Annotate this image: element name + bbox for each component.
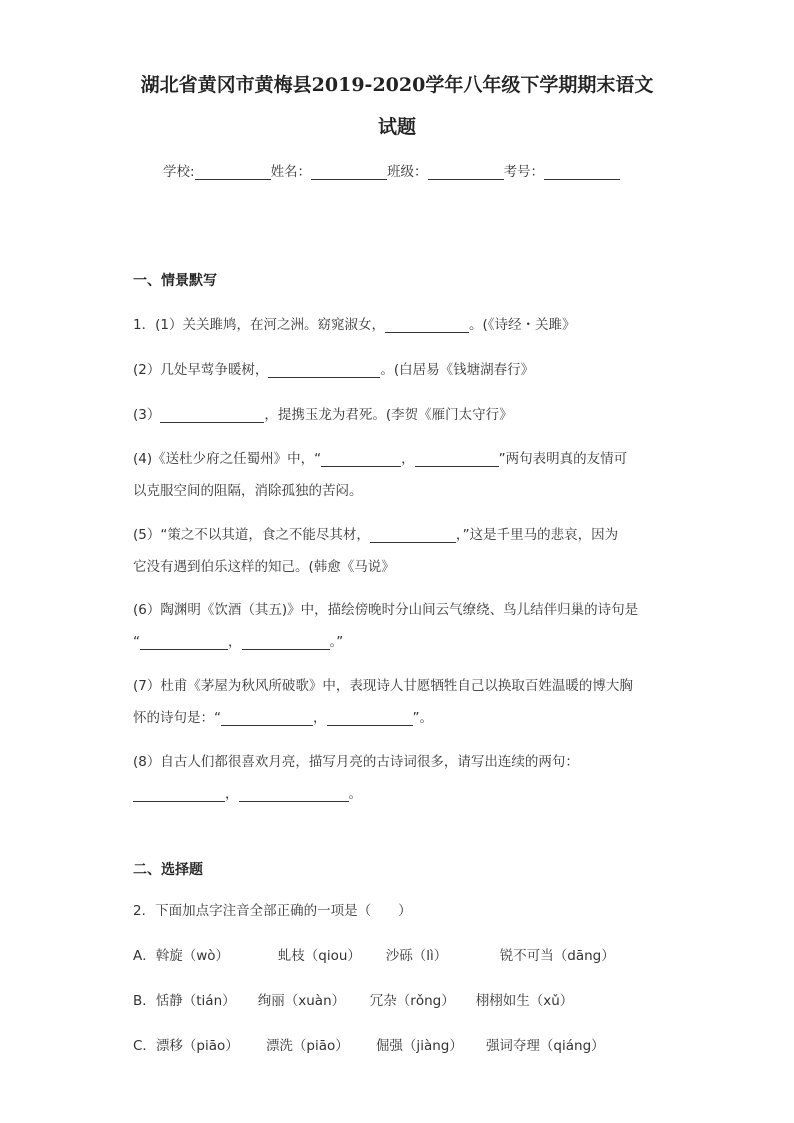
- option-c-item: 倔强（jiàng）: [375, 1038, 463, 1054]
- option-b[interactable]: [133, 989, 573, 1009]
- q8-line2: [133, 782, 362, 802]
- q1-line: [133, 313, 575, 333]
- exam-no-label: 考号：: [503, 164, 545, 180]
- name-blank[interactable]: [311, 165, 387, 180]
- q1-blank[interactable]: [385, 318, 469, 333]
- q8-mid: ，: [225, 786, 239, 802]
- class-label: 班级：: [387, 164, 428, 180]
- section1-heading: 一、情景默写: [133, 273, 217, 289]
- q6-blank-1[interactable]: [140, 635, 228, 650]
- q3-line: [133, 403, 513, 423]
- q7-line1: (7）杜甫《茅屋为秋风所破歌》中，表现诗人甘愿牺牲自己以换取百姓温暖的博大胸: [133, 678, 633, 694]
- q1-suffix: 。(《诗经・关雎》: [468, 317, 576, 333]
- q7-line2: [133, 706, 433, 726]
- school-label: 学校:: [163, 164, 195, 180]
- q7-mid: ，: [313, 710, 327, 726]
- q5-suffix: ，”这是千里马的悲哀，因为: [455, 527, 619, 543]
- option-c-item: 漂移（piāo）: [155, 1038, 239, 1054]
- q3-suffix: ，提携玉龙为君死。(李贺《雁门太守行》: [264, 407, 513, 423]
- q4-blank-1[interactable]: [321, 452, 401, 467]
- option-c-item: 强词夺理（qiáng）: [485, 1038, 605, 1054]
- q9-question: 2．下面加点字注音全部正确的一项是（ ）: [133, 903, 412, 919]
- exam-no-blank[interactable]: [544, 165, 620, 180]
- option-a-label: A．: [133, 948, 156, 964]
- q1-prefix: 1．(1）关关雎鸠，在河之洲。窈窕淑女，: [133, 317, 385, 333]
- student-info-row: [163, 160, 620, 180]
- q2-prefix: (2）几处早莺争暖树，: [133, 362, 269, 378]
- option-c-item: 漂洗（piāo）: [265, 1038, 349, 1054]
- option-b-item: 冗杂（rǒng）: [369, 993, 455, 1009]
- q4-blank-2[interactable]: [415, 452, 499, 467]
- option-a[interactable]: [133, 944, 615, 964]
- q4-prefix: (4)《送杜少府之任蜀州》中，“: [133, 451, 322, 467]
- q7-suffix: ”。: [412, 710, 433, 726]
- q8-blank-2[interactable]: [239, 787, 349, 802]
- q6-line1: (6）陶渊明《饮酒（其五)》中，描绘傍晚时分山间云气缭绕、鸟儿结伴归巢的诗句是: [133, 602, 639, 618]
- exam-title-line2: 试题: [377, 116, 416, 138]
- q2-suffix: 。(白居易《钱塘湖春行》: [380, 362, 535, 378]
- q8-suffix: 。: [348, 786, 362, 802]
- name-label: 姓名：: [270, 164, 312, 180]
- option-a-item: 锐不可当（dāng）: [499, 948, 615, 964]
- q6-open: “: [133, 634, 140, 650]
- section2-heading: 二、选择题: [133, 862, 203, 878]
- option-c-label: C．: [133, 1038, 156, 1054]
- q4-suffix: ”两句表明真的友情可: [498, 451, 628, 467]
- q3-blank[interactable]: [160, 408, 264, 423]
- option-b-item: 绚丽（xuàn）: [257, 993, 346, 1009]
- q8-line1: (8）自古人们都很喜欢月亮，描写月亮的古诗词很多，请写出连续的两句：: [133, 754, 579, 770]
- q5-line1: [133, 523, 618, 543]
- q6-close: 。”: [329, 634, 344, 650]
- q2-blank[interactable]: [268, 363, 380, 378]
- q4-line1: [133, 447, 627, 467]
- q5-line2: 它没有遇到伯乐这样的知己。(韩愈《马说》: [133, 559, 395, 575]
- q5-prefix: (5）“策之不以其道，食之不能尽其材，: [133, 527, 370, 543]
- option-b-item: 恬静（tián）: [155, 993, 236, 1009]
- option-c[interactable]: [133, 1034, 605, 1054]
- exam-title-line1: 湖北省黄冈市黄梅县2019-2020学年八年级下学期期末语文: [140, 74, 654, 96]
- q4-line2: 以克服空间的阻隔，消除孤独的苦闷。: [133, 483, 363, 499]
- q6-line2: [133, 630, 343, 650]
- q2-line: [133, 358, 534, 378]
- q6-mid: ，: [228, 634, 242, 650]
- option-a-item: 虬枝（qiou）: [277, 948, 361, 964]
- option-a-item: 沙砾（lì）: [385, 948, 448, 964]
- q8-blank-1[interactable]: [133, 787, 225, 802]
- q7-blank-1[interactable]: [221, 711, 313, 726]
- q7-blank-2[interactable]: [327, 711, 413, 726]
- option-b-label: B．: [133, 993, 156, 1009]
- q7-prefix: 怀的诗句是：“: [133, 710, 221, 726]
- q6-blank-2[interactable]: [242, 635, 330, 650]
- q3-prefix: (3）: [133, 407, 161, 423]
- q5-blank[interactable]: [370, 528, 456, 543]
- class-blank[interactable]: [428, 165, 504, 180]
- school-blank[interactable]: [195, 165, 271, 180]
- option-b-item: 栩栩如生（xǔ）: [475, 993, 574, 1009]
- option-a-item: 斡旋（wò）: [155, 948, 230, 964]
- q4-mid: ，: [401, 451, 415, 467]
